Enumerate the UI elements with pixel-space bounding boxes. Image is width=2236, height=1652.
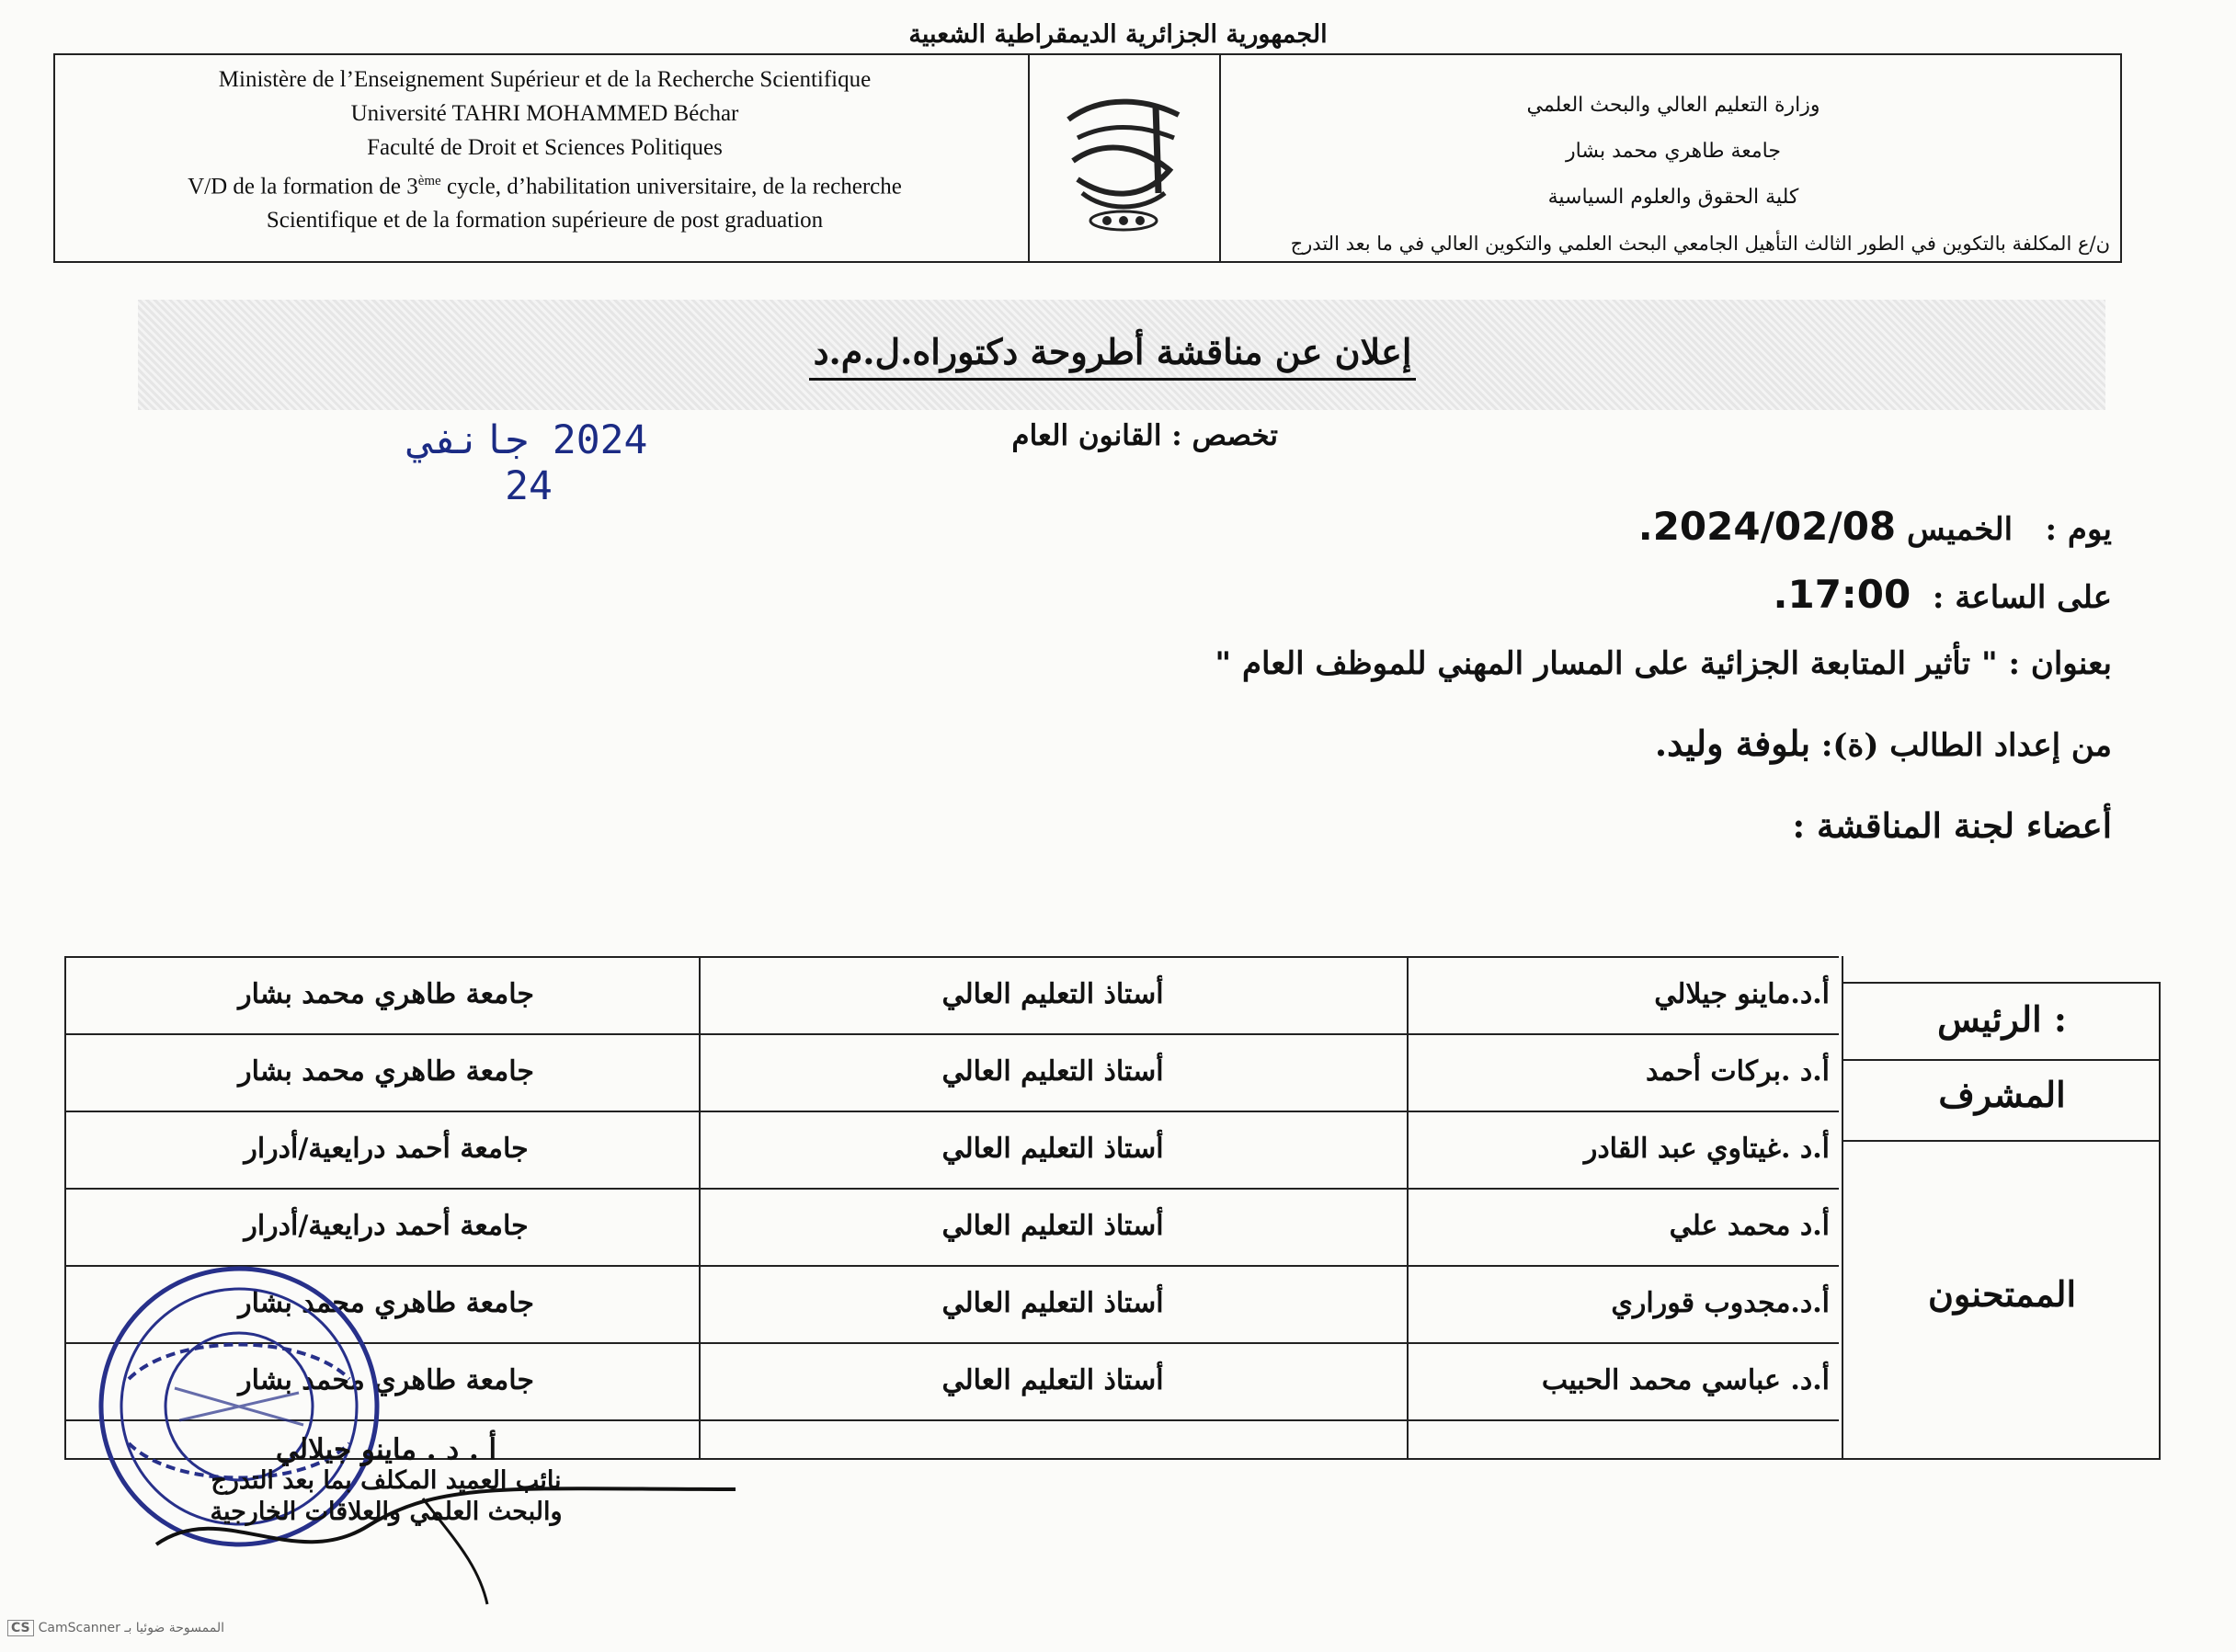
role-president: الرئيس : xyxy=(1937,998,2067,1040)
member-rank: أستاذ التعليم العالي xyxy=(941,1210,1164,1242)
role-supervisor: المشرف xyxy=(1938,1074,2066,1115)
signatory-title-cont: والبحث العلمي والعلاقات الخارجية xyxy=(210,1498,563,1526)
member-university: جامعة طاهري محمد بشار xyxy=(238,1055,534,1088)
member-name: أ.د .بركات أحمد xyxy=(1645,1055,1830,1088)
member-rank: أستاذ التعليم العالي xyxy=(941,978,1164,1010)
defense-date: 2024/02/08. xyxy=(1637,504,1897,549)
announcement-title: إعلان عن مناقشة أطروحة دكتوراه.ل.م.د xyxy=(809,331,1416,381)
member-name: أ.د. عباسي محمد الحبيب xyxy=(1541,1364,1830,1396)
member-name: أ.د.ماينو جيلالي xyxy=(1654,978,1830,1010)
arabic-header xyxy=(1237,83,2110,267)
camscanner-badge: CS xyxy=(7,1620,34,1636)
french-header xyxy=(64,63,1025,237)
ar-faculty: كلية الحقوق والعلوم السياسية xyxy=(1547,186,1799,209)
ar-ministry: وزارة التعليم العالي والبحث العلمي xyxy=(1526,94,1820,117)
signatory-name: أ . د . ماينو جيلالي xyxy=(275,1433,497,1466)
member-name: أ.د .غيتاوي عبد القادر xyxy=(1583,1133,1830,1165)
specialty: تخصص : القانون العام xyxy=(1011,419,1278,452)
fr-vice-dean-cont: Scientifique et de la formation supérieure de post graduation xyxy=(266,208,824,234)
fr-university: Université TAHRI MOHAMMED Béchar xyxy=(350,101,739,126)
fr-ministry: Ministère de l’Enseignement Supérieur et de la Recherche Scientifique xyxy=(218,67,872,92)
day-line: يوم : الخميس 2024/02/08. xyxy=(1637,504,2112,549)
member-university: جامعة طاهري محمد بشار xyxy=(238,978,534,1010)
republic-heading: الجمهورية الجزائرية الديمقراطية الشعبية xyxy=(908,20,1328,49)
fr-faculty: Faculté de Droit et Sciences Politiques xyxy=(367,135,723,160)
time-line: على الساعة : 17:00. xyxy=(1773,572,2112,617)
ar-university: جامعة طاهري محمد بشار xyxy=(1566,140,1781,163)
member-rank: أستاذ التعليم العالي xyxy=(941,1055,1164,1088)
member-rank: أستاذ التعليم العالي xyxy=(941,1287,1164,1319)
member-rank: أستاذ التعليم العالي xyxy=(941,1364,1164,1396)
student-line: من إعداد الطالب (ة): بلوفة وليد. xyxy=(1654,723,2112,764)
fr-vice-dean: V/D de la formation de 3ème cycle, d’habilitation universitaire, de la recherche xyxy=(188,174,902,199)
scanner-watermark: CS CamScanner الممسوحة ضوئيا بـ xyxy=(7,1621,224,1635)
member-university: جامعة أحمد درايعية/أدرار xyxy=(244,1210,529,1242)
role-examiners: الممتحنون xyxy=(1927,1273,2077,1315)
signature-block xyxy=(129,1434,644,1528)
defense-time: 17:00. xyxy=(1773,572,1911,617)
signatory-title: نائب العميد المكلف بما بعد التدرج xyxy=(211,1466,562,1495)
university-logo-cell xyxy=(1028,55,1221,261)
university-logo-icon xyxy=(1050,83,1197,239)
member-name: أ.د محمد علي xyxy=(1669,1210,1830,1242)
member-university: جامعة طاهري محمد بشار xyxy=(238,1364,534,1396)
member-university: جامعة طاهري محمد بشار xyxy=(238,1287,534,1319)
member-university: جامعة أحمد درايعية/أدرار xyxy=(244,1133,529,1165)
ar-vice-dean: ن/ع المكلفة بالتكوين في الطور الثالث التأهيل الجامعي البحث العلمي والتكوين العالي في ما بعد التدرج xyxy=(1290,233,2110,255)
student-name: بلوفة وليد. xyxy=(1654,723,1811,764)
member-rank: أستاذ التعليم العالي xyxy=(941,1133,1164,1165)
date-stamp: 2024 جانفي 24 xyxy=(409,417,648,509)
thesis-topic: بعنوان : " تأثير المتابعة الجزائية على المسار المهني للموظف العام " xyxy=(1215,645,2112,682)
member-name: أ.د.مجدوب قوراري xyxy=(1611,1287,1830,1319)
committee-heading: أعضاء لجنة المناقشة : xyxy=(1792,805,2112,846)
